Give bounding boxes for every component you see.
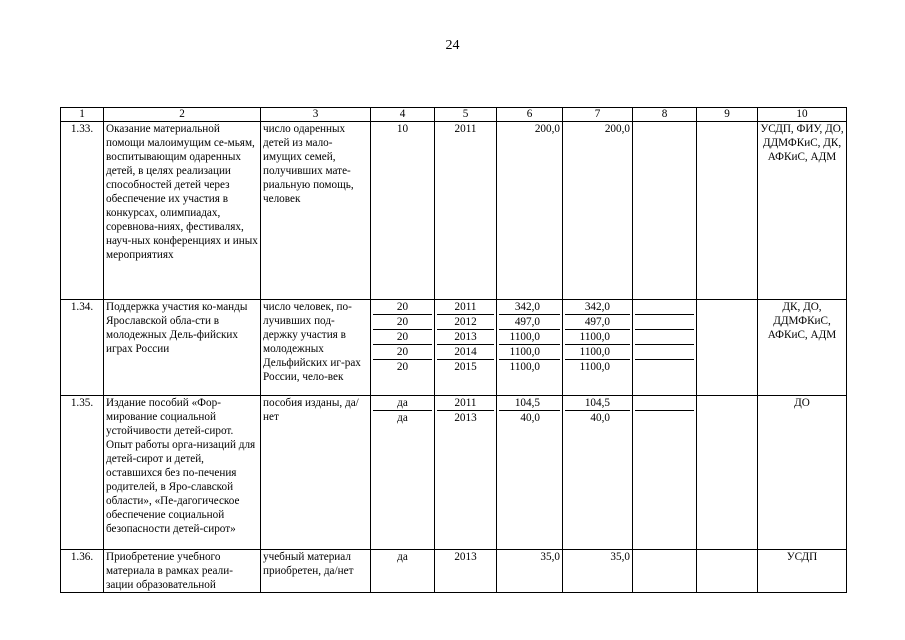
empty-cell	[635, 330, 694, 345]
table-row	[61, 396, 847, 550]
measure-name: Оказание материальной помощи малоимущим се-мьям, воспитывающим одаренных детей, в целях реализации способностей детей через обеспечение их участия в конкурсах, олимпиадах, соревнова-ниях, фестивалях, науч-ных конференциях и иных мероприятиях	[104, 122, 261, 300]
funding-value: 1100,0	[579, 361, 610, 373]
indicator-value-stack	[371, 300, 435, 396]
funding-value: 35,0	[563, 550, 633, 593]
header-row	[61, 108, 847, 122]
indicator: число человек, по-лучивших под-держку участия в молодежных Дельфийских иг-рах России, чело-век	[261, 300, 371, 396]
header-cell: 5	[435, 108, 497, 122]
empty-cell	[697, 550, 758, 593]
year: 2013	[435, 550, 497, 593]
funding-value: 1100,0	[499, 345, 560, 360]
header-cell: 10	[758, 108, 847, 122]
funding-value: 497,0	[499, 315, 560, 330]
indicator-value: 10	[371, 122, 435, 300]
funding-value: 200,0	[563, 122, 633, 300]
funding-value: 40,0	[520, 412, 540, 424]
table-row	[61, 550, 847, 593]
header-cell: 2	[104, 108, 261, 122]
funding-value: 342,0	[499, 300, 560, 315]
header-cell: 3	[261, 108, 371, 122]
funding-value: 200,0	[497, 122, 563, 300]
funding-value: 40,0	[590, 412, 610, 424]
header-cell: 4	[371, 108, 435, 122]
executors: УСДП	[758, 550, 847, 593]
empty-cell	[697, 396, 758, 550]
funding-value: 104,5	[499, 396, 560, 411]
empty-cell	[697, 300, 758, 396]
measure-name: Издание пособий «Фор-мирование социальной устойчивости детей-сирот. Опыт работы орга-низаций для детей-сирот и детей, оставшихся без по-печения родителей, в Яро-славской области», «Пе-дагогическое обеспечение социальной безопасности детей-сирот»	[104, 396, 261, 550]
year: 2015	[454, 361, 477, 373]
empty-cell	[633, 122, 697, 300]
funding-value: 104,5	[565, 396, 630, 411]
executors: УСДП, ФИУ, ДО, ДДМФКиС, ДК, АФКиС, АДМ	[758, 122, 847, 300]
year-stack	[435, 300, 497, 396]
empty-cell	[635, 411, 694, 425]
measure-name: Поддержка участия ко-манды Ярославской обла-сти в молодежных Дель-фийских играх России	[104, 300, 261, 396]
table-row	[61, 300, 847, 396]
row-number: 1.33.	[61, 122, 104, 300]
row-number: 1.35.	[61, 396, 104, 550]
funding-value: 1100,0	[565, 345, 630, 360]
executors: ДК, ДО, ДДМФКиС, АФКиС, АДМ	[758, 300, 847, 396]
indicator-value: да	[371, 550, 435, 593]
funding-value: 1100,0	[565, 330, 630, 345]
header-cell: 1	[61, 108, 104, 122]
empty-cell	[635, 360, 694, 374]
header-cell: 6	[497, 108, 563, 122]
funding-value: 342,0	[565, 300, 630, 315]
funding-stack	[563, 396, 633, 550]
empty-cell	[633, 550, 697, 593]
table-row	[61, 122, 847, 300]
funding-value: 35,0	[497, 550, 563, 593]
indicator: учебный материал приобретен, да/нет	[261, 550, 371, 593]
empty-cell	[635, 315, 694, 330]
indicator-value: да	[397, 412, 408, 424]
indicator-value: 20	[396, 361, 409, 373]
empty-cell	[635, 345, 694, 360]
indicator-value: да	[373, 396, 432, 411]
year: 2013	[437, 330, 494, 345]
indicator-value: 20	[373, 345, 432, 360]
year: 2013	[454, 412, 477, 424]
indicator: число одаренных детей из мало-имущих семей, получивших мате-риальную помощь, человек	[261, 122, 371, 300]
executors: ДО	[758, 396, 847, 550]
header-cell: 8	[633, 108, 697, 122]
empty-cell	[635, 396, 694, 411]
year: 2014	[437, 345, 494, 360]
year-stack	[435, 396, 497, 550]
year: 2011	[437, 396, 494, 411]
funding-value: 497,0	[565, 315, 630, 330]
indicator-value-stack	[371, 396, 435, 550]
program-table	[60, 107, 847, 593]
measure-name: Приобретение учебного материала в рамках реали-зации образовательной	[104, 550, 261, 593]
funding-stack	[563, 300, 633, 396]
row-number: 1.36.	[61, 550, 104, 593]
header-cell: 9	[697, 108, 758, 122]
indicator-value: 20	[373, 330, 432, 345]
header-cell: 7	[563, 108, 633, 122]
funding-value: 1100,0	[499, 330, 560, 345]
year: 2011	[437, 300, 494, 315]
indicator: пособия изданы, да/нет	[261, 396, 371, 550]
empty-cell	[635, 300, 694, 315]
empty-stack	[633, 300, 697, 396]
page-number: 24	[445, 38, 460, 53]
year: 2012	[437, 315, 494, 330]
funding-stack	[497, 396, 563, 550]
empty-stack	[633, 396, 697, 550]
funding-value: 1100,0	[509, 361, 540, 373]
indicator-value: 20	[373, 315, 432, 330]
year: 2011	[435, 122, 497, 300]
indicator-value: 20	[373, 300, 432, 315]
row-number: 1.34.	[61, 300, 104, 396]
funding-stack	[497, 300, 563, 396]
empty-cell	[697, 122, 758, 300]
